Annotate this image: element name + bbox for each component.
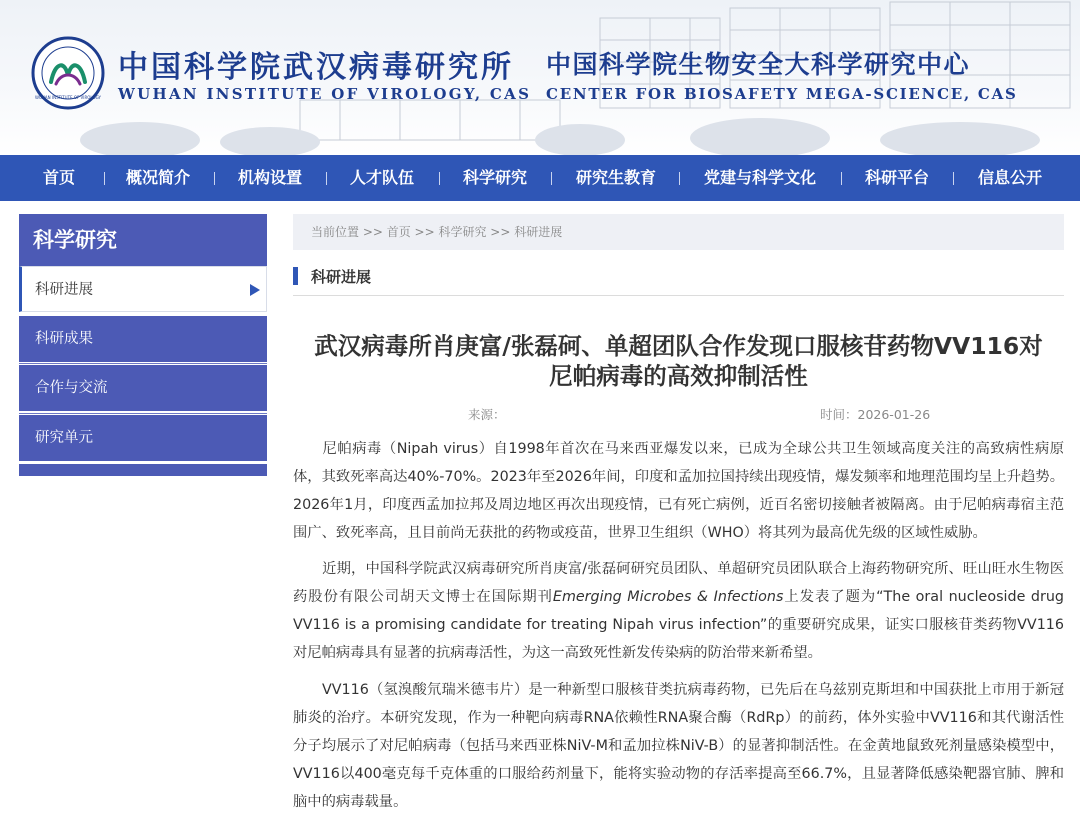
article-title-line: 尼帕病毒的高效抑制活性: [549, 362, 808, 390]
nav-separator: [953, 172, 954, 185]
sidebar-item-label: 研究单元: [35, 430, 93, 446]
institute-name-en: WUHAN INSTITUTE OF VIROLOGY, CAS: [118, 85, 532, 103]
article-time: 时间：2026-01-26: [820, 407, 931, 422]
sidebar-item-label: 科研进展: [35, 282, 93, 298]
article-paragraph: [293, 676, 1064, 816]
paragraph-text: 上发表了题为“The oral nucleoside drug VV116 is a promising candidate for treating Nipah virus infection”的重要研究成果，证实口服核苷类药物VV116对尼帕病毒具有显著的抗病毒活性，为这一高致死性新发传染病的防治带来新希望。: [293, 589, 1064, 661]
article-source: 来源：: [468, 407, 506, 422]
paragraph-text: VV116（氢溴酸氘瑞米德韦片）是一种新型口服核苷类抗病毒药物，已先后在乌兹别克斯坦和中国获批上市用于新冠肺炎的治疗。本研究发现，作为一种靶向病毒RNA依赖性RNA聚合酶（RdRp）的前药，体外实验中VV116和其代谢活性分子均展示了对尼帕病毒（包括马来西亚株NiV-M和孟加拉株NiV-B）的显著抑制活性。在金黄地鼠致死剂量感染模型中，VV116以400毫克每千克体重的口服给药剂量下，能将实验动物的存活率提高至66.7%，且显著降低感染靶器官肺、脾和脑中的病毒载量。: [293, 682, 1064, 810]
sidebar-title: 科学研究: [19, 214, 267, 266]
logo-caption: WUHAN INSTITUTE OF VIROLOGY: [35, 95, 101, 100]
sidebar-item-label: 合作与交流: [35, 380, 108, 396]
nav-item-research[interactable]: 科学研究: [463, 168, 528, 187]
article-title-line: 武汉病毒所肖庚富/张磊砢、单超团队合作发现口服核苷药物VV116对: [314, 332, 1043, 360]
breadcrumb: 当前位置 >> 首页 >> 科学研究 >> 科研进展: [293, 214, 1064, 250]
nav-separator: [104, 172, 105, 185]
paragraph-text: 尼帕病毒（Nipah virus）自1998年首次在马来西亚爆发以来，已成为全球公共卫生领域高度关注的高致病性病原体，其致死率高达40%-70%。2023年至2026年间，印度和孟加拉国持续出现疫情，爆发频率和地理范围均呈上升趋势。2026年1月，印度西孟加拉邦及周边地区再次出现疫情，已有死亡病例，近百名密切接触者被隔离。由于尼帕病毒宿主范围广、致死率高，且目前尚无获批的药物或疫苗，世界卫生组织（WHO）将其列为最高优先级的区域性威胁。: [293, 441, 1064, 541]
institute-name-cn: 中国科学院武汉病毒研究所: [118, 50, 514, 85]
nav-separator: [841, 172, 842, 185]
nav-separator: [679, 172, 680, 185]
nav-item-information-disclosure[interactable]: 信息公开: [978, 168, 1043, 187]
article-paragraph: [293, 435, 1064, 547]
sidebar-item-label: 科研成果: [35, 331, 93, 347]
site-header: [0, 0, 1080, 155]
section-marker: [293, 267, 298, 285]
center-name-cn: 中国科学院生物安全大科学研究中心: [546, 50, 971, 79]
nav-separator: [326, 172, 327, 185]
center-name-en: CENTER FOR BIOSAFETY MEGA-SCIENCE, CAS: [546, 85, 1018, 103]
main-nav: [0, 155, 1080, 201]
institute-logo: [31, 36, 105, 110]
article-paragraph: [293, 555, 1064, 667]
sidebar-bottom: [19, 464, 267, 476]
paragraph-text: 近期，中国科学院武汉病毒研究所肖庚富/张磊砢研究员团队、单超研究员团队联合上海药物研究所、旺山旺水生物医药股份有限公司胡天文博士在国际期刊: [293, 561, 1064, 605]
sidebar-item-research-progress[interactable]: [19, 266, 267, 312]
sidebar-item-research-results[interactable]: [19, 316, 267, 362]
nav-item-home[interactable]: 首页: [43, 168, 76, 187]
nav-item-overview[interactable]: 概况简介: [126, 168, 191, 187]
nav-separator: [439, 172, 440, 185]
nav-item-talent[interactable]: 人才队伍: [350, 168, 415, 187]
sidebar-item-cooperation[interactable]: [19, 365, 267, 411]
article-title: [293, 331, 1064, 391]
sidebar-divider: [19, 413, 267, 414]
section-title: 科研进展: [311, 268, 372, 286]
nav-separator: [551, 172, 552, 185]
triangle-right-icon: [250, 284, 260, 296]
sidebar-divider: [19, 363, 267, 364]
nav-separator: [214, 172, 215, 185]
nav-item-organization[interactable]: 机构设置: [238, 168, 303, 187]
journal-name: Emerging Microbes & Infections: [552, 589, 784, 605]
nav-item-party-culture[interactable]: 党建与科学文化: [704, 168, 817, 187]
section-divider: [293, 295, 1064, 296]
nav-item-graduate-education[interactable]: 研究生教育: [576, 168, 657, 187]
sidebar-item-research-units[interactable]: [19, 415, 267, 461]
nav-item-platform[interactable]: 科研平台: [865, 168, 930, 187]
